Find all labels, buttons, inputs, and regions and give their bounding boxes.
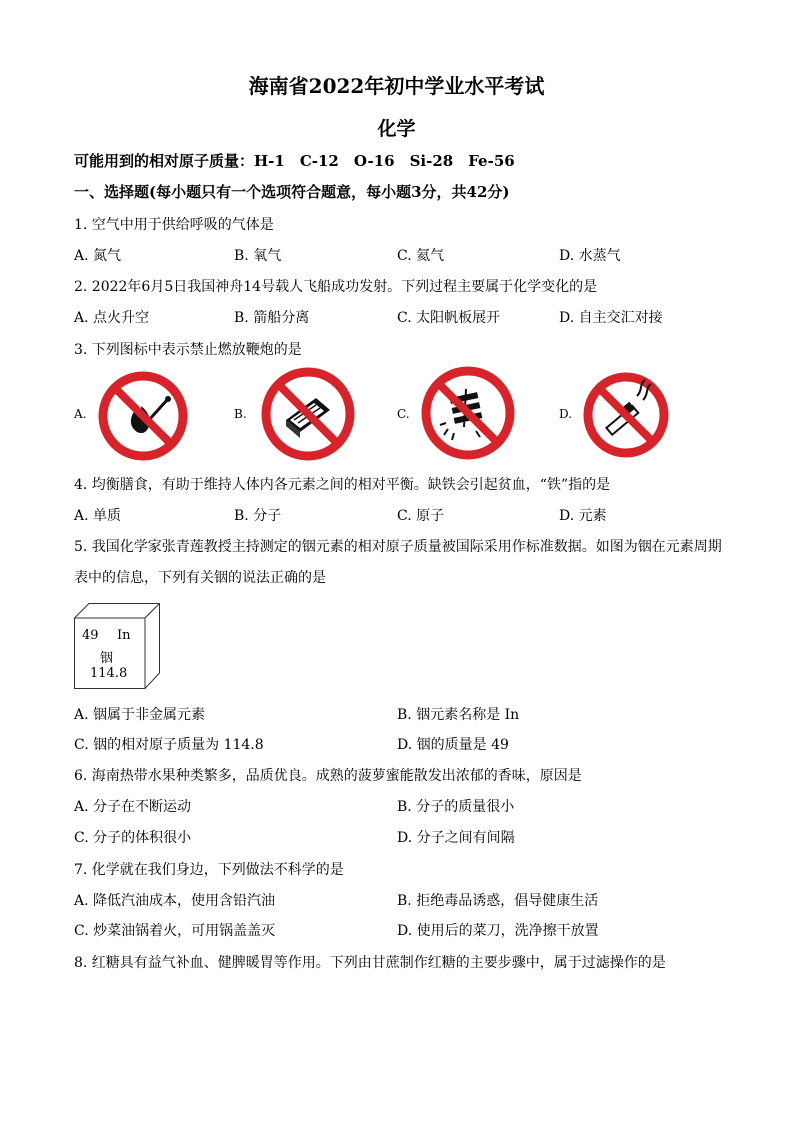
no-firecrackers-sign-icon	[420, 365, 516, 465]
q5-option-d: D. 铟的质量是 49	[397, 737, 509, 753]
q4-option-b: B. 分子	[234, 508, 282, 524]
q2-stem: 2. 2022年6月5日我国神舟14号载人飞船成功发射。下列过程主要属于化学变化的是	[74, 279, 598, 295]
q6-option-d: D. 分子之间有间隔	[397, 830, 515, 846]
q4-option-a: A. 单质	[74, 508, 122, 524]
q7-option-d: D. 使用后的菜刀，洗净擦干放置	[397, 923, 599, 939]
q4-option-d: D. 元素	[559, 508, 607, 524]
periodic-table-cell-indium	[74, 603, 160, 689]
q1-option-b: B. 氧气	[234, 248, 282, 264]
q2-option-a: A. 点火升空	[74, 310, 150, 326]
q3-stem: 3. 下列图标中表示禁止燃放鞭炮的是	[74, 342, 302, 358]
q1-stem: 1. 空气中用于供给呼吸的气体是	[74, 217, 274, 233]
q7-option-c: C. 炒菜油锅着火，可用锅盖盖灭	[74, 923, 276, 939]
atomic-mass: 114.8	[90, 666, 128, 681]
subject-title: 化学	[377, 118, 416, 140]
q3-option-a: A.	[74, 407, 87, 421]
q6-stem: 6. 海南热带水果种类繁多，品质优良。成熟的菠萝蜜能散发出浓郁的香味，原因是	[74, 768, 582, 784]
q3-option-c: C.	[397, 407, 410, 421]
element-name: 铟	[100, 651, 114, 666]
q5-option-a: A. 铟属于非金属元素	[74, 707, 206, 723]
q3-option-b: B.	[234, 407, 247, 421]
q7-stem: 7. 化学就在我们身边，下列做法不科学的是	[74, 862, 344, 878]
q3-option-d: D.	[559, 407, 573, 421]
q4-option-c: C. 原子	[397, 508, 445, 524]
q6-option-c: C. 分子的体积很小	[74, 830, 192, 846]
q7-option-a: A. 降低汽油成本，使用含铅汽油	[74, 893, 276, 909]
q7-option-b: B. 拒绝毒品诱惑，倡导健康生活	[397, 893, 599, 909]
q6-option-a: A. 分子在不断运动	[74, 799, 192, 815]
atomic-masses: 可能用到的相对原子质量：H-1 C-12 O-16 Si-28 Fe-56	[74, 152, 515, 170]
q5-option-c: C. 铟的相对原子质量为 114.8	[74, 737, 264, 753]
q5-option-b: B. 铟元素名称是 In	[397, 707, 520, 723]
q5-stem-line1: 5. 我国化学家张青莲教授主持测定的铟元素的相对原子质量被国际采用作标准数据。如图为铟在元素周期	[74, 539, 722, 555]
element-symbol: In	[117, 628, 131, 643]
no-open-flame-sign-icon	[97, 370, 189, 466]
q1-option-c: C. 氦气	[397, 248, 445, 264]
q6-option-b: B. 分子的质量很小	[397, 799, 515, 815]
page-title: 海南省2022年初中学业水平考试	[248, 74, 545, 98]
q2-option-c: C. 太阳帆板展开	[397, 310, 501, 326]
no-smoking-sign-icon	[581, 370, 671, 464]
section-heading: 一、选择题(每小题只有一个选项符合题意，每小题3分，共42分)	[74, 183, 510, 201]
atomic-number: 49	[82, 628, 99, 643]
q4-stem: 4. 均衡膳食，有助于维持人体内各元素之间的相对平衡。缺铁会引起贫血，“铁”指的是	[74, 477, 611, 493]
q8-stem: 8. 红糖具有益气补血、健脾暖胃等作用。下列由甘蔗制作红糖的主要步骤中，属于过滤操作的是	[74, 955, 666, 971]
q5-stem-line2: 表中的信息，下列有关铟的说法正确的是	[74, 570, 326, 586]
q1-option-a: A. 氮气	[74, 248, 122, 264]
q2-option-b: B. 箭船分离	[234, 310, 310, 326]
q1-option-d: D. 水蒸气	[559, 248, 621, 264]
no-matches-sign-icon	[260, 366, 356, 466]
q2-option-d: D. 自主交汇对接	[559, 310, 663, 326]
